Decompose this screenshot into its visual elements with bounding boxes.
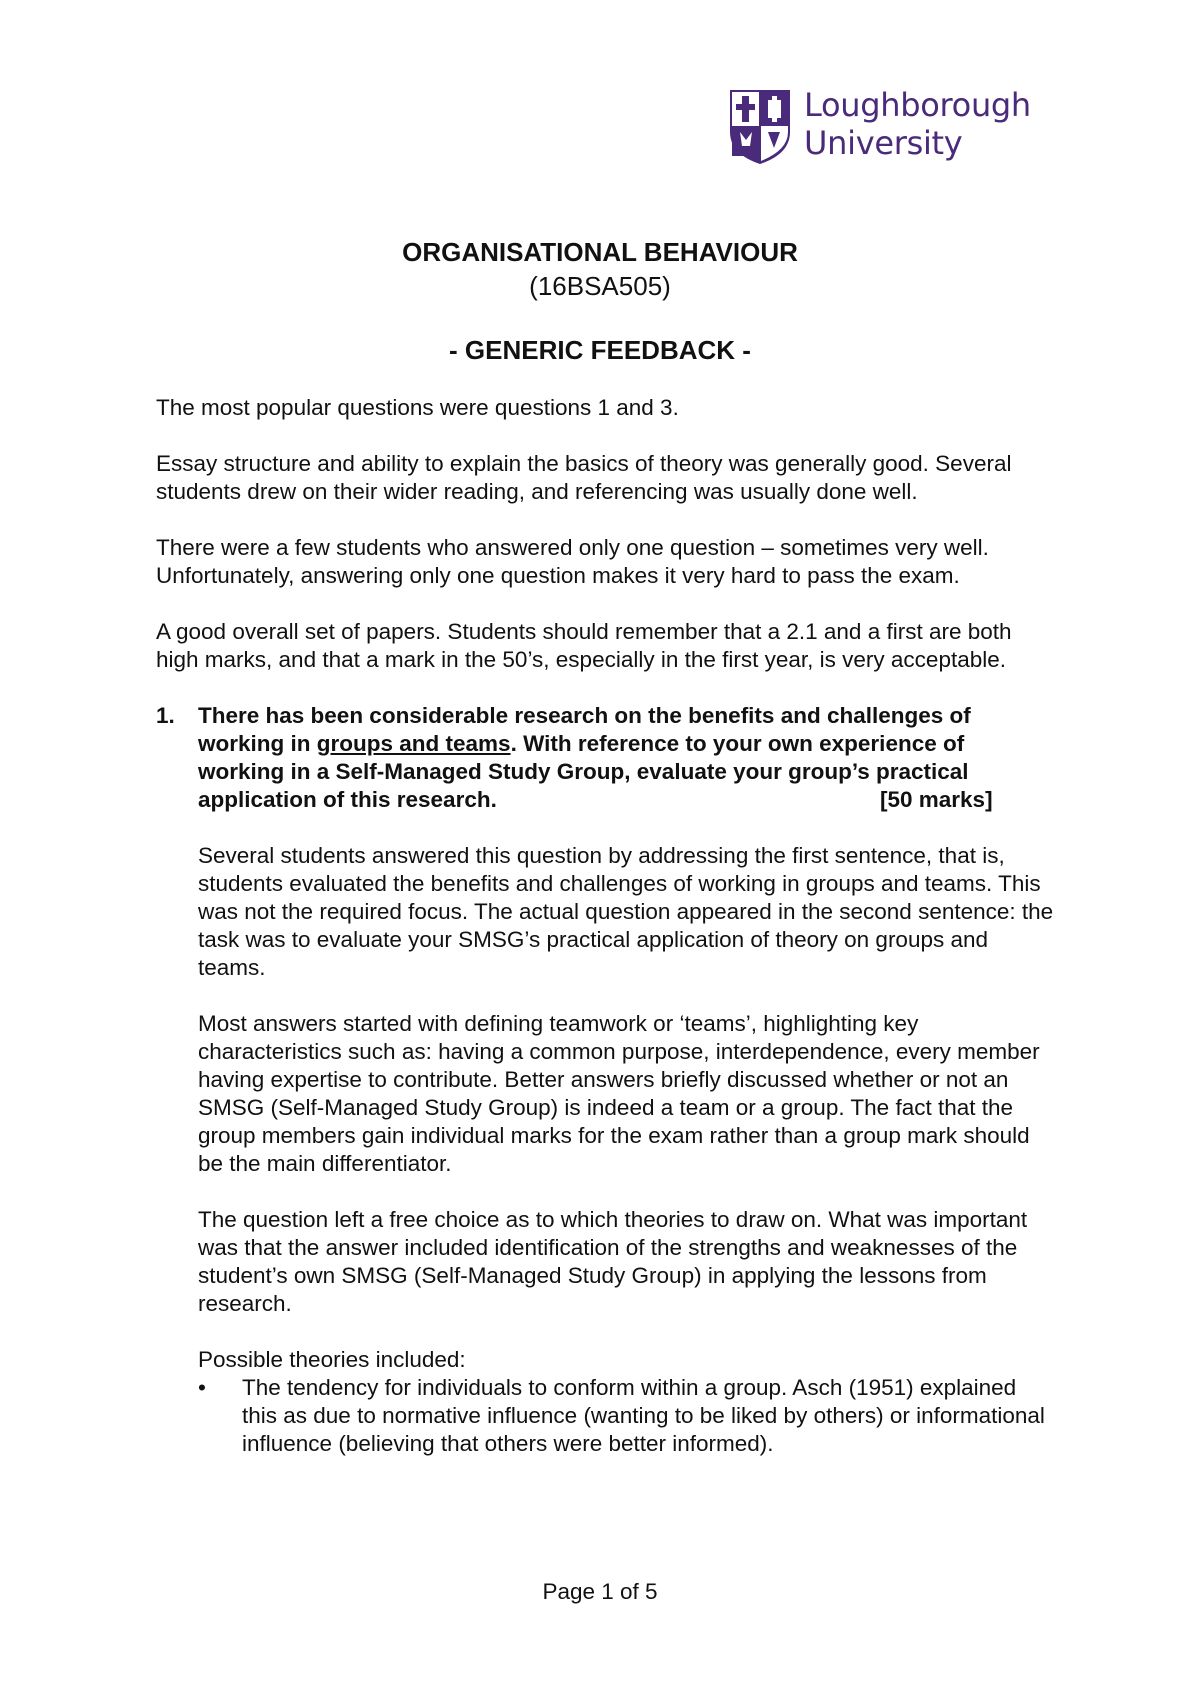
page-number: Page 1 of 5 <box>542 1579 658 1604</box>
theories-intro: Possible theories included: <box>198 1347 466 1372</box>
bullet-icon: • <box>198 1375 206 1400</box>
theories-list <box>198 1374 1056 1458</box>
theory-text: The tendency for individuals to conform within a group. Asch (1951) explained this as due to normative influence (wanting to be liked by others) or informational influence (believing that others were better informed). <box>242 1375 1045 1456</box>
question-line-1: There has been considerable research on the benefits and challenges of <box>198 703 971 728</box>
question-number: 1. <box>156 703 175 728</box>
question-line-2-pre: working in <box>198 731 317 756</box>
intro-paragraph-1: The most popular questions were questions 1 and 3. <box>156 395 679 420</box>
intro-paragraph-2: Essay structure and ability to explain the basics of theory was generally good. Several students drew on their wider reading, and referencing was usually done well. <box>156 451 1012 504</box>
university-crest-icon <box>728 88 792 166</box>
document-title: ORGANISATIONAL BEHAVIOUR <box>402 237 798 267</box>
document-body <box>156 394 1056 1458</box>
question-1 <box>156 702 1056 814</box>
module-code: (16BSA505) <box>529 271 671 301</box>
question-text <box>198 702 1056 814</box>
university-logo <box>728 86 1031 172</box>
logo-line-1: Loughborough <box>804 86 1031 124</box>
feedback-paragraph-1: Several students answered this question by addressing the first sentence, that is, students evaluated the benefits and challenges of working in groups and teams. This was not the required focus. The actual question appeared in the second sentence: the task was to evaluate your SMSG’s practical application of theory on groups and teams. <box>198 843 1054 980</box>
list-item <box>198 1374 1056 1458</box>
logo-line-2: University <box>804 124 963 162</box>
intro-paragraph-4: A good overall set of papers. Students should remember that a 2.1 and a first are both high marks, and that a mark in the 50’s, especially in the first year, is very acceptable. <box>156 619 1012 672</box>
question-underlined-phrase: groups and teams <box>316 731 511 756</box>
question-line-4 <box>198 786 1056 814</box>
question-1-feedback <box>198 842 1056 1458</box>
question-line-2 <box>198 730 1056 758</box>
question-line-4-text: application of this research. <box>198 787 497 812</box>
feedback-paragraph-3: The question left a free choice as to which theories to draw on. What was important was that the answer included identification of the strengths and weaknesses of the student’s own SMSG (Self-Managed Study Group) in applying the lessons from research. <box>198 1207 1028 1316</box>
question-line-2-post: . With reference to your own experience of <box>510 731 965 756</box>
document-subtitle: - GENERIC FEEDBACK - <box>449 335 751 365</box>
feedback-paragraph-2: Most answers started with defining teamwork or ‘teams’, highlighting key characteristics such as: having a common purpose, interdependence, every member having expertise to contribute. Better answers briefly discussed whether or not an SMSG (Self-Managed Study Group) is indeed a team or a group. The fact that the group members gain individual marks for the exam rather than a group mark should be the main differentiator. <box>198 1011 1040 1176</box>
intro-paragraph-3: There were a few students who answered only one question – sometimes very well. Unfortunately, answering only one question makes it very hard to pass the exam. <box>156 535 989 588</box>
question-marks: [50 marks] <box>880 787 993 812</box>
question-line-3: working in a Self-Managed Study Group, evaluate your group’s practical <box>198 759 969 784</box>
